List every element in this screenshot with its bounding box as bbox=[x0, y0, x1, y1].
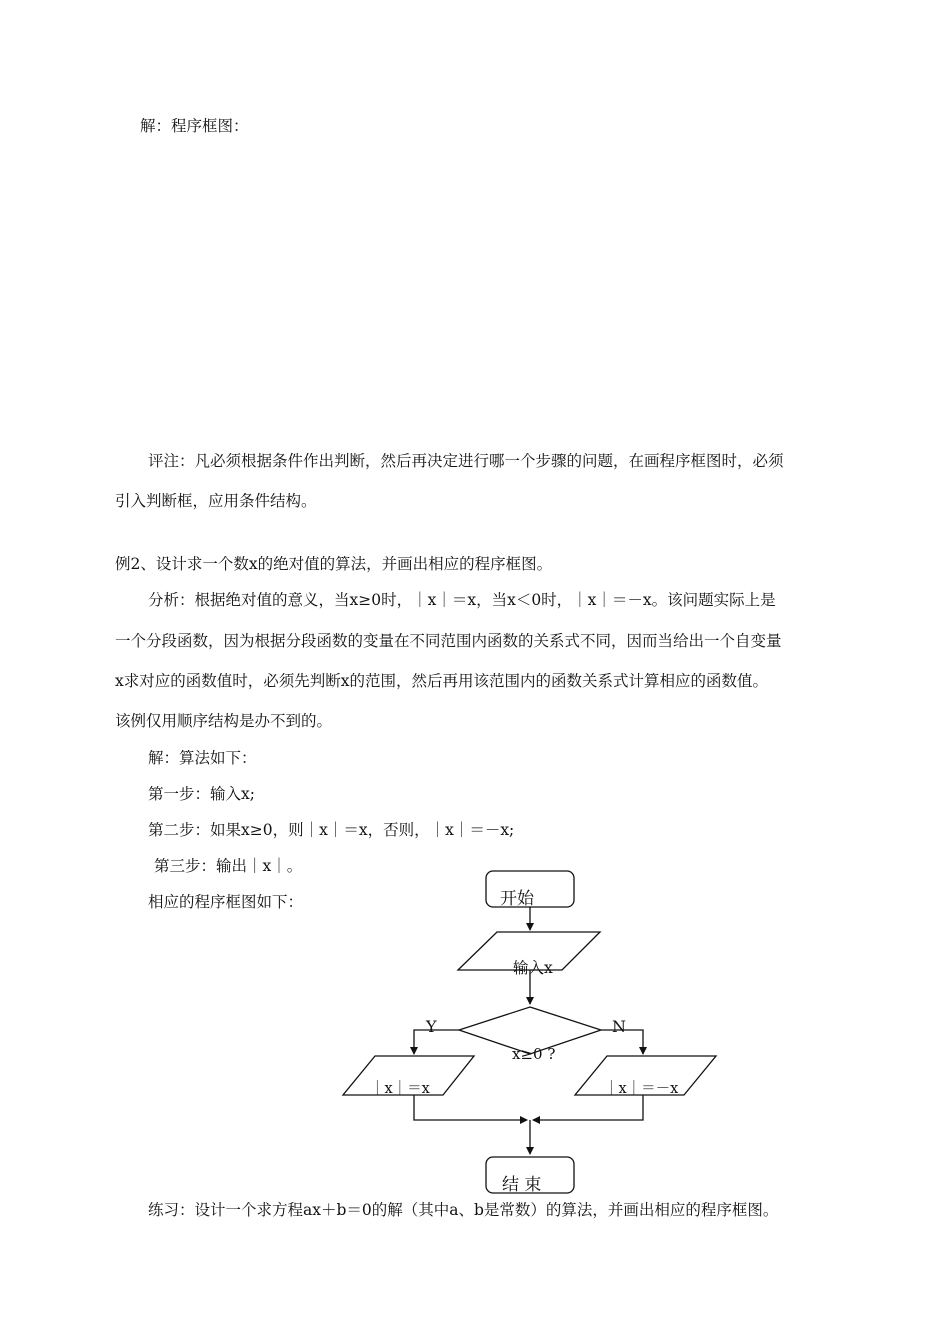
analysis-line-4: 该例仅用顺序结构是办不到的。 bbox=[115, 712, 333, 730]
analysis-line-3: x求对应的函数值时，必须先判断x的范围，然后再用该范围内的函数关系式计算相应的函数值。 bbox=[115, 672, 768, 690]
no-label: N bbox=[612, 1017, 626, 1036]
flowchart-intro: 相应的程序框图如下： bbox=[148, 893, 304, 911]
exercise: 练习：设计一个求方程ax＋b＝0的解（其中a、b是常数）的算法，并画出相应的程序框图。 bbox=[148, 1201, 779, 1219]
no-process-label: ｜x｜＝－x bbox=[604, 1081, 679, 1097]
example-title: 例2、设计求一个数x的绝对值的算法，并画出相应的程序框图。 bbox=[115, 555, 553, 573]
yes-label: Y bbox=[426, 1017, 437, 1036]
comment-line-2: 引入判断框，应用条件结构。 bbox=[115, 492, 317, 510]
start-label: 开始 bbox=[500, 889, 534, 909]
analysis-line-2: 一个分段函数，因为根据分段函数的变量在不同范围内函数的关系式不同，因而当给出一个自变量 bbox=[115, 632, 782, 650]
decision-label: x≥0 ? bbox=[512, 1045, 556, 1063]
step-3: 第三步：输出｜x｜。 bbox=[154, 857, 303, 875]
step-1: 第一步：输入x; bbox=[148, 785, 255, 803]
solution-heading: 解：程序框图： bbox=[140, 117, 249, 135]
yes-process-label: ｜x｜＝x bbox=[370, 1081, 430, 1097]
analysis-line-1: 分析：根据绝对值的意义，当x≥0时，｜x｜＝x，当x＜0时，｜x｜＝－x。该问题实际上是 bbox=[148, 591, 776, 609]
solution-label: 解：算法如下： bbox=[148, 749, 257, 767]
input-label: 输入x bbox=[513, 959, 553, 977]
arrow-yes-merge bbox=[414, 1095, 527, 1120]
step-2: 第二步：如果x≥0，则｜x｜＝x，否则，｜x｜＝－x; bbox=[148, 821, 515, 839]
arrow-no-merge bbox=[533, 1095, 643, 1120]
end-label: 结 束 bbox=[502, 1175, 542, 1195]
comment-line-1: 评注：凡必须根据条件作出判断，然后再决定进行哪一个步骤的问题，在画程序框图时，必须 bbox=[148, 452, 784, 470]
